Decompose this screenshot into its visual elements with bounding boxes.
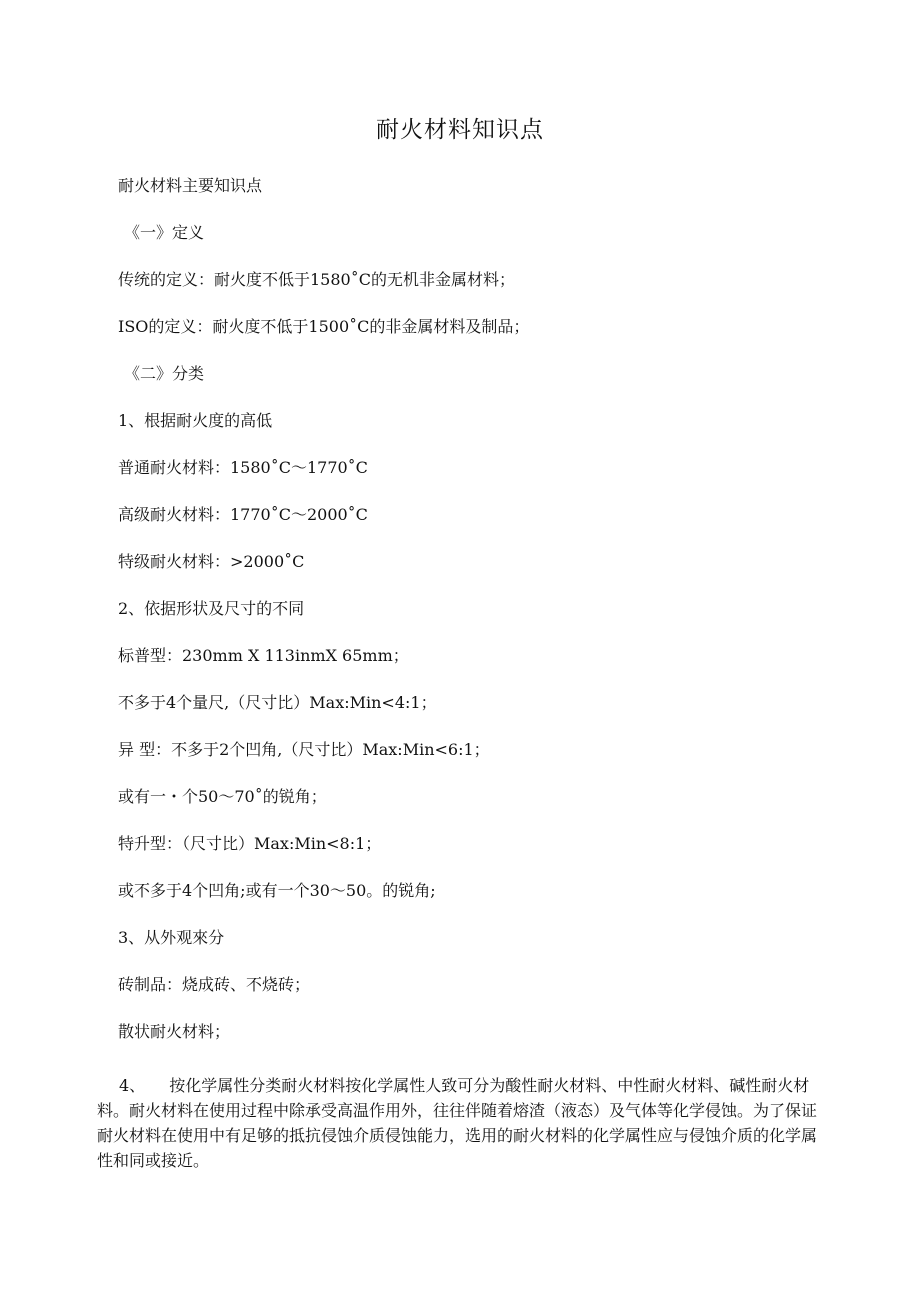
- text-line: 或有一・个50～70˚的锐角；: [118, 787, 327, 806]
- text-line: 特级耐火材料：>2000˚C: [118, 552, 305, 571]
- text-line: 标普型：230mm X 113inmX 65mm；: [118, 646, 409, 665]
- text-line: 砖制品：烧成砖、不烧砖；: [118, 975, 311, 994]
- section-heading: 《二》分类: [124, 364, 205, 383]
- body-paragraph: [97, 1073, 817, 1173]
- text-line: ISO的定义：耐火度不低于1500˚C的非金属材料及制品；: [118, 317, 530, 336]
- text-line: 1、根据耐火度的高低: [118, 411, 273, 430]
- section-heading: 《一》定义: [124, 223, 205, 242]
- paragraph-text: 按化学属性分类耐火材料按化学属性人致可分为酸性耐火材料、中性耐火材料、碱性耐火材料。耐火材料在使用过程中除承受高温作用外，往往伴随着熔渣（液态）及气体等化学侵蚀。为了保证耐火材料在使用中有足够的抵抗侵蚀介质侵蚀能力，选用的耐火材料的化学属性应与侵蚀介质的化学属性和同或接近。: [97, 1076, 818, 1170]
- text-line: 散状耐火材料；: [118, 1022, 231, 1041]
- text-line: 普通耐火材料：1580˚C～1770˚C: [118, 458, 368, 477]
- text-line: 2、依据形状及尺寸的不同: [118, 599, 305, 618]
- text-line: 传统的定义：耐火度不低于1580˚C的无机非金属材料；: [118, 270, 515, 289]
- document-lines: [118, 172, 818, 1065]
- text-line: 不多于4个量尺,（尺寸比）Max:Min<4:1；: [118, 693, 437, 712]
- document-title: 耐火材料知识点: [376, 117, 544, 143]
- text-line: 高级耐火材料：1770˚C～2000˚C: [118, 505, 368, 524]
- text-line: 3、从外观來分: [118, 928, 225, 947]
- paragraph-number: 4、: [119, 1076, 146, 1095]
- text-line: 异 型：不多于2个凹角,（尺寸比）Max:Min<6:1；: [118, 740, 490, 759]
- text-line: 耐火材料主要知识点: [118, 176, 263, 195]
- text-line: 或不多于4个凹角;或有一个30～50。的锐角;: [118, 881, 436, 900]
- text-line: 特升型：（尺寸比）Max:Min<8:1；: [118, 834, 382, 853]
